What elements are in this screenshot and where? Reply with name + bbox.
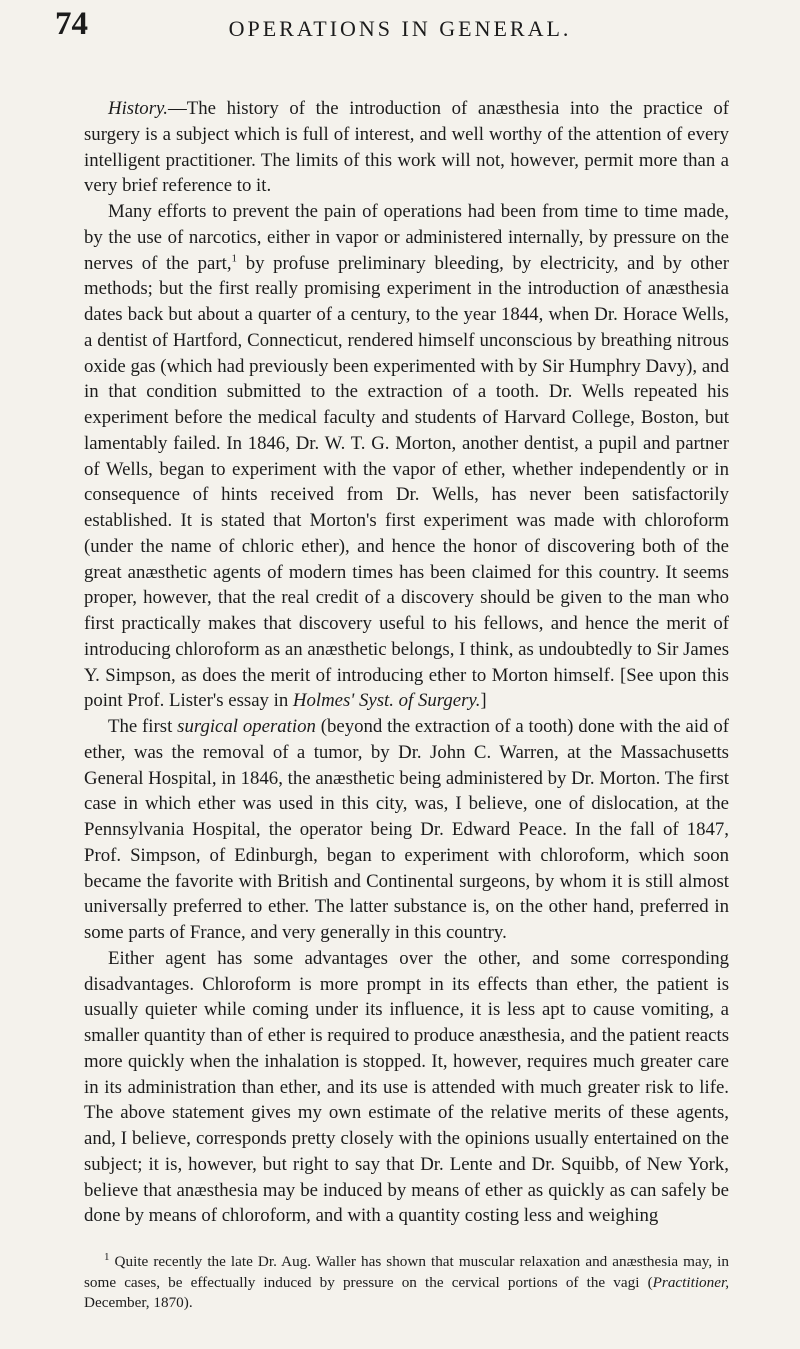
paragraph-text: The first	[108, 716, 178, 737]
page-number: 74	[55, 6, 88, 42]
paragraph-text: by profuse preliminary bleeding, by electricity, and by other methods; but the first really promising experiment in the introduction of anæsthesia dates back but about a quarter of a century, to the year 1844, when Dr. Horace Wells, a dentist of Hartford, Connecticut, rendered himself unconscious by breathing nitrous oxide gas (which had previously been experimented with by Sir Humphry Davy), and in that condition submitted to the extraction of a tooth. Dr. Wells repeated his experiment before the medical faculty and students of Harvard College, Boston, but lamentably failed. In 1846, Dr. W. T. G. Morton, another dentist, a pupil and partner of Wells, began to experiment with the vapor of ether, whether independently or in consequence of hints received from Dr. Wells, has never been satisfactorily established. It is stated that Morton's first experiment was made with chloroform (under the name of chloric ether), and hence the honor of discovering both of the great anæsthetic agents of modern times has been claimed for this country. It seems proper, however, that the real credit of a discovery should be given to the man who first practically makes that discovery useful to his fellows, and hence the merit of introducing chloroform as an anæsthetic belongs, I think, as undoubtedly to Sir James Y. Simpson, as does the merit of introducing ether to Morton himself. [See upon this point Prof. Lister's essay in	[84, 252, 730, 712]
footnote-marker: 1	[104, 1250, 110, 1263]
footnote-text: December, 1870).	[84, 1294, 193, 1311]
footnote	[84, 1252, 729, 1314]
running-head: OPERATIONS IN GENERAL.	[228, 16, 572, 41]
footnote-text: Quite recently the late Dr. Aug. Waller has shown that muscular relaxation and anæsthesia may, in some cases, be effectually induced by pressure on the cervical portions of the vagi (	[84, 1253, 729, 1291]
paragraph-text: (beyond the extraction of a tooth) done with the aid of ether, was the removal of a tumor, by Dr. John C. Warren, at the Massachusetts General Hospital, in 1846, the anæsthetic being administered by Dr. Morton. The first case in which ether was used in this city, was, I believe, one of dislocation, at the Pennsylvania Hospital, the operator being Dr. Edward Peace. In the fall of 1847, Prof. Simpson, of Edinburgh, began to experiment with chloroform, which soon became the favorite with British and Continental surgeons, by whom it is still almost universally preferred to ether. The latter substance is, on the other hand, preferred in some parts of France, and very generally in this country.	[84, 716, 729, 943]
paragraph-text: ]	[480, 690, 487, 712]
footnote-citation: Practitioner,	[652, 1273, 729, 1291]
footnote-reference: 1	[231, 252, 238, 265]
body-text	[84, 96, 729, 1229]
paragraph-text: —The history of the introduction of anæsthesia into the practice of surgery is a subject which is full of interest, and well worthy of the attention of every intelligent practitioner. The limits of this work will not, however, permit more than a very brief reference to it.	[84, 98, 729, 197]
citation-title: Holmes' Syst. of Surgery.	[292, 690, 481, 712]
paragraph-comparison	[84, 946, 729, 1229]
paragraph-text: Either agent has some advantages over the other, and some corresponding disadvantages. Chloroform is more prompt in its effects than ether, the patient is usually quieter while coming under its influence, it is less apt to cause vomiting, a smaller quantity than of ether is required to produce anæsthesia, and the patient reacts more quickly when the inhalation is stopped. It, however, requires much greater care in its administration than ether, and its use is attended with much greater risk to life. The above statement gives my own estimate of the relative merits of these agents, and, I believe, corresponds pretty closely with the opinions usually entertained on the subject; it is, however, but right to say that Dr. Lente and Dr. Squibb, of New York, believe that anæsthesia may be induced by means of ether as quickly as can safely be done by means of chloroform, and with a quantity costing less and weighing	[84, 947, 729, 1227]
section-lead: History.	[108, 98, 169, 119]
paragraph-first-operation	[84, 714, 729, 946]
emphasis-text: surgical operation	[177, 716, 316, 737]
paragraph-history	[84, 96, 729, 199]
paragraph-text: Many efforts to prevent the pain of operations had been from time to time made, by the use of narcotics, either in vapor or administered internally, by pressure on the nerves of the part,	[84, 201, 729, 274]
paragraph-efforts	[84, 199, 729, 714]
